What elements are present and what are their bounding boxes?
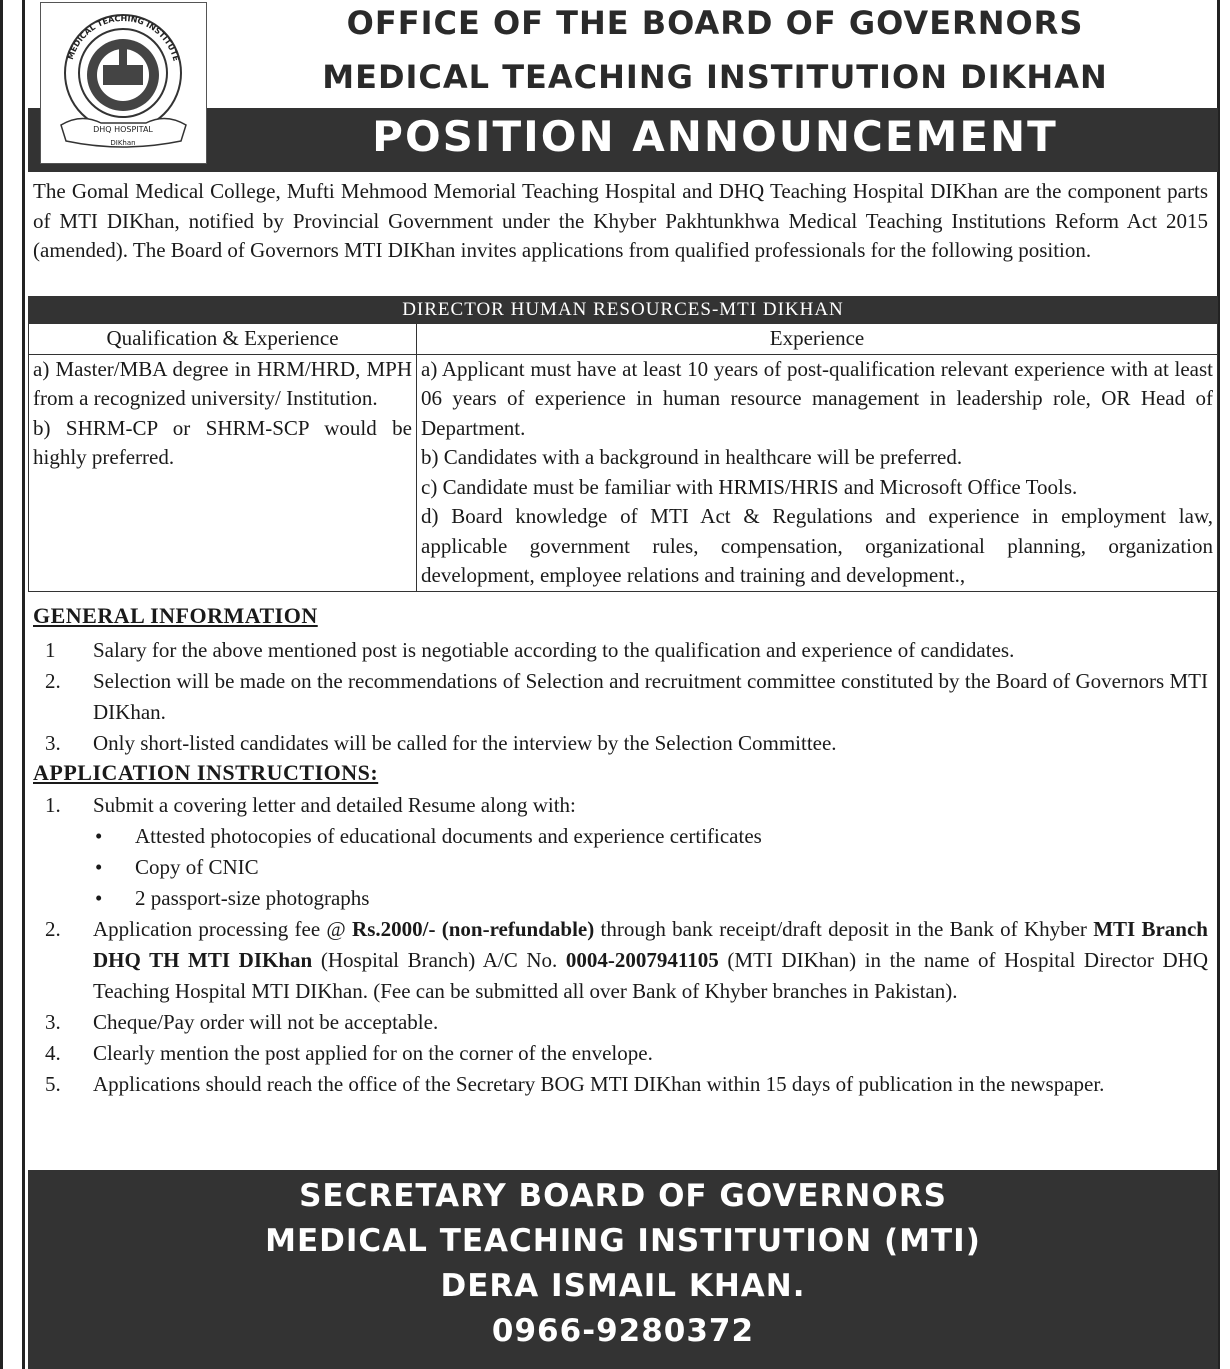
experience-item: b) Candidates with a background in healthcare will be preferred. xyxy=(421,445,963,469)
item-number: 1. xyxy=(45,793,61,817)
item-number: 5. xyxy=(45,1072,61,1096)
non-refundable-note: (non-refundable) xyxy=(441,917,595,941)
svg-text:DHQ HOSPITAL: DHQ HOSPITAL xyxy=(93,125,153,134)
item-text: Applications should reach the office of the Secretary BOG MTI DIKhan within 15 days of publication in the newspaper. xyxy=(93,1072,1105,1096)
item-number: 4. xyxy=(45,1041,61,1065)
item-number: 3. xyxy=(45,1010,61,1034)
item-text: Only short-listed candidates will be called for the interview by the Selection Committee. xyxy=(93,731,837,755)
qualification-item: a) Master/MBA degree in HRM/HRD, MPH from a recognized university/ Institution. xyxy=(33,356,412,410)
fee-text: Application processing fee @ xyxy=(93,917,353,941)
qualification-item: b) SHRM-CP or SHRM-SCP would be highly preferred. xyxy=(33,415,412,469)
header-office: OFFICE OF THE BOARD OF GOVERNORS xyxy=(346,4,1084,42)
bullet-icon: • xyxy=(95,824,103,848)
bank-text: through bank receipt/draft deposit in the Bank of Khyber xyxy=(594,917,1094,941)
fee-amount: Rs.2000/- xyxy=(352,917,436,941)
item-text: Selection will be made on the recommendations of Selection and recruitment committee constituted by the Board of Governors MTI DIKhan. xyxy=(93,669,1208,724)
general-info-list xyxy=(33,635,1208,759)
account-number: 0004-2007941105 xyxy=(565,948,719,972)
experience-item: c) Candidate must be familiar with HRMIS/HRIS and Microsoft Office Tools. xyxy=(421,474,1078,499)
qualification-cell xyxy=(29,354,417,591)
bullet-text: 2 passport-size photographs xyxy=(135,886,370,910)
header-institution: MEDICAL TEACHING INSTITUTION DIKHAN xyxy=(322,58,1108,96)
bullet-icon: • xyxy=(95,886,103,910)
experience-cell xyxy=(417,354,1218,591)
item-text: Salary for the above mentioned post is negotiable according to the qualification and experience of candidates. xyxy=(93,638,1015,662)
list-item xyxy=(33,914,1208,1007)
bullet-item xyxy=(33,883,1208,914)
footer-city: DERA ISMAIL KHAN. xyxy=(440,1268,806,1304)
page-edge xyxy=(0,0,3,1369)
item-text: Submit a covering letter and detailed Resume along with: xyxy=(93,793,576,817)
bank-branch: MTI Branch DHQ TH MTI DIKhan xyxy=(93,917,1208,972)
list-item xyxy=(33,1038,1208,1069)
application-list xyxy=(33,790,1208,1100)
list-item xyxy=(33,635,1208,666)
footer-phone: 0966-9280372 xyxy=(491,1313,755,1349)
list-item xyxy=(33,1069,1208,1100)
general-info-heading: GENERAL INFORMATION xyxy=(33,603,318,628)
footer-secretary: SECRETARY BOARD OF GOVERNORS xyxy=(299,1178,947,1214)
bullet-text: Attested photocopies of educational documents and experience certificates xyxy=(135,824,762,848)
experience-item: a) Applicant must have at least 10 years of post-qualification relevant experience with at least 06 years of experience in human resource management in leadership role, OR Head of Department. xyxy=(421,356,1213,440)
bullet-item xyxy=(33,852,1208,883)
svg-text:MEDICAL TEACHING INSTITUTE: MEDICAL TEACHING INSTITUTE xyxy=(65,13,181,63)
mti-logo xyxy=(40,2,207,164)
item-number: 2. xyxy=(45,669,61,693)
item-number: 2. xyxy=(45,917,61,941)
item-text: Clearly mention the post applied for on the corner of the envelope. xyxy=(93,1041,653,1065)
bullet-icon: • xyxy=(95,855,103,879)
item-text: Cheque/Pay order will not be acceptable. xyxy=(93,1010,439,1034)
position-table xyxy=(28,296,1218,592)
list-item xyxy=(33,666,1208,728)
experience-item: d) Board knowledge of MTI Act & Regulations and experience in employment law, applicable government rules, compensation, organizational planning, organization development, employee relations and training and development., xyxy=(421,504,1213,587)
footer-institution: MEDICAL TEACHING INSTITUTION (MTI) xyxy=(265,1223,981,1259)
item-number: 3. xyxy=(45,731,61,755)
column-header-experience: Experience xyxy=(417,324,1218,355)
account-label: (Hospital Branch) A/C No. xyxy=(312,948,566,972)
item-number: 1 xyxy=(45,638,56,662)
fee-note: (MTI DIKhan) in the name of Hospital Director DHQ Teaching Hospital MTI DIKhan. (Fee can be submitted all over Bank of Khyber branches in Pakistan). xyxy=(93,948,1208,1003)
list-item xyxy=(33,728,1208,759)
logo-seal-icon xyxy=(41,3,206,163)
contact-footer xyxy=(28,1170,1218,1369)
item-text xyxy=(93,914,1208,1007)
application-heading: APPLICATION INSTRUCTIONS: xyxy=(33,760,379,785)
column-header-qualification: Qualification & Experience xyxy=(29,324,417,355)
page-title: POSITION ANNOUNCEMENT xyxy=(372,112,1058,161)
list-item xyxy=(33,790,1208,821)
intro-paragraph: The Gomal Medical College, Mufti Mehmood Memorial Teaching Hospital and DHQ Teaching Hospital DIKhan are the component parts of MTI DIKhan, notified by Provincial Government under the Khyber Pakhtunkhwa Medical Teaching Institutions Reform Act 2015 (amended). The Board of Governors MTI DIKhan invites applications from qualified professionals for the following position. xyxy=(33,179,1208,262)
bullet-text: Copy of CNIC xyxy=(135,855,259,879)
list-item xyxy=(33,1007,1208,1038)
bullet-item xyxy=(33,821,1208,852)
svg-text:DIKhan: DIKhan xyxy=(110,139,136,147)
position-title: DIRECTOR HUMAN RESOURCES-MTI DIKHAN xyxy=(29,297,1218,324)
